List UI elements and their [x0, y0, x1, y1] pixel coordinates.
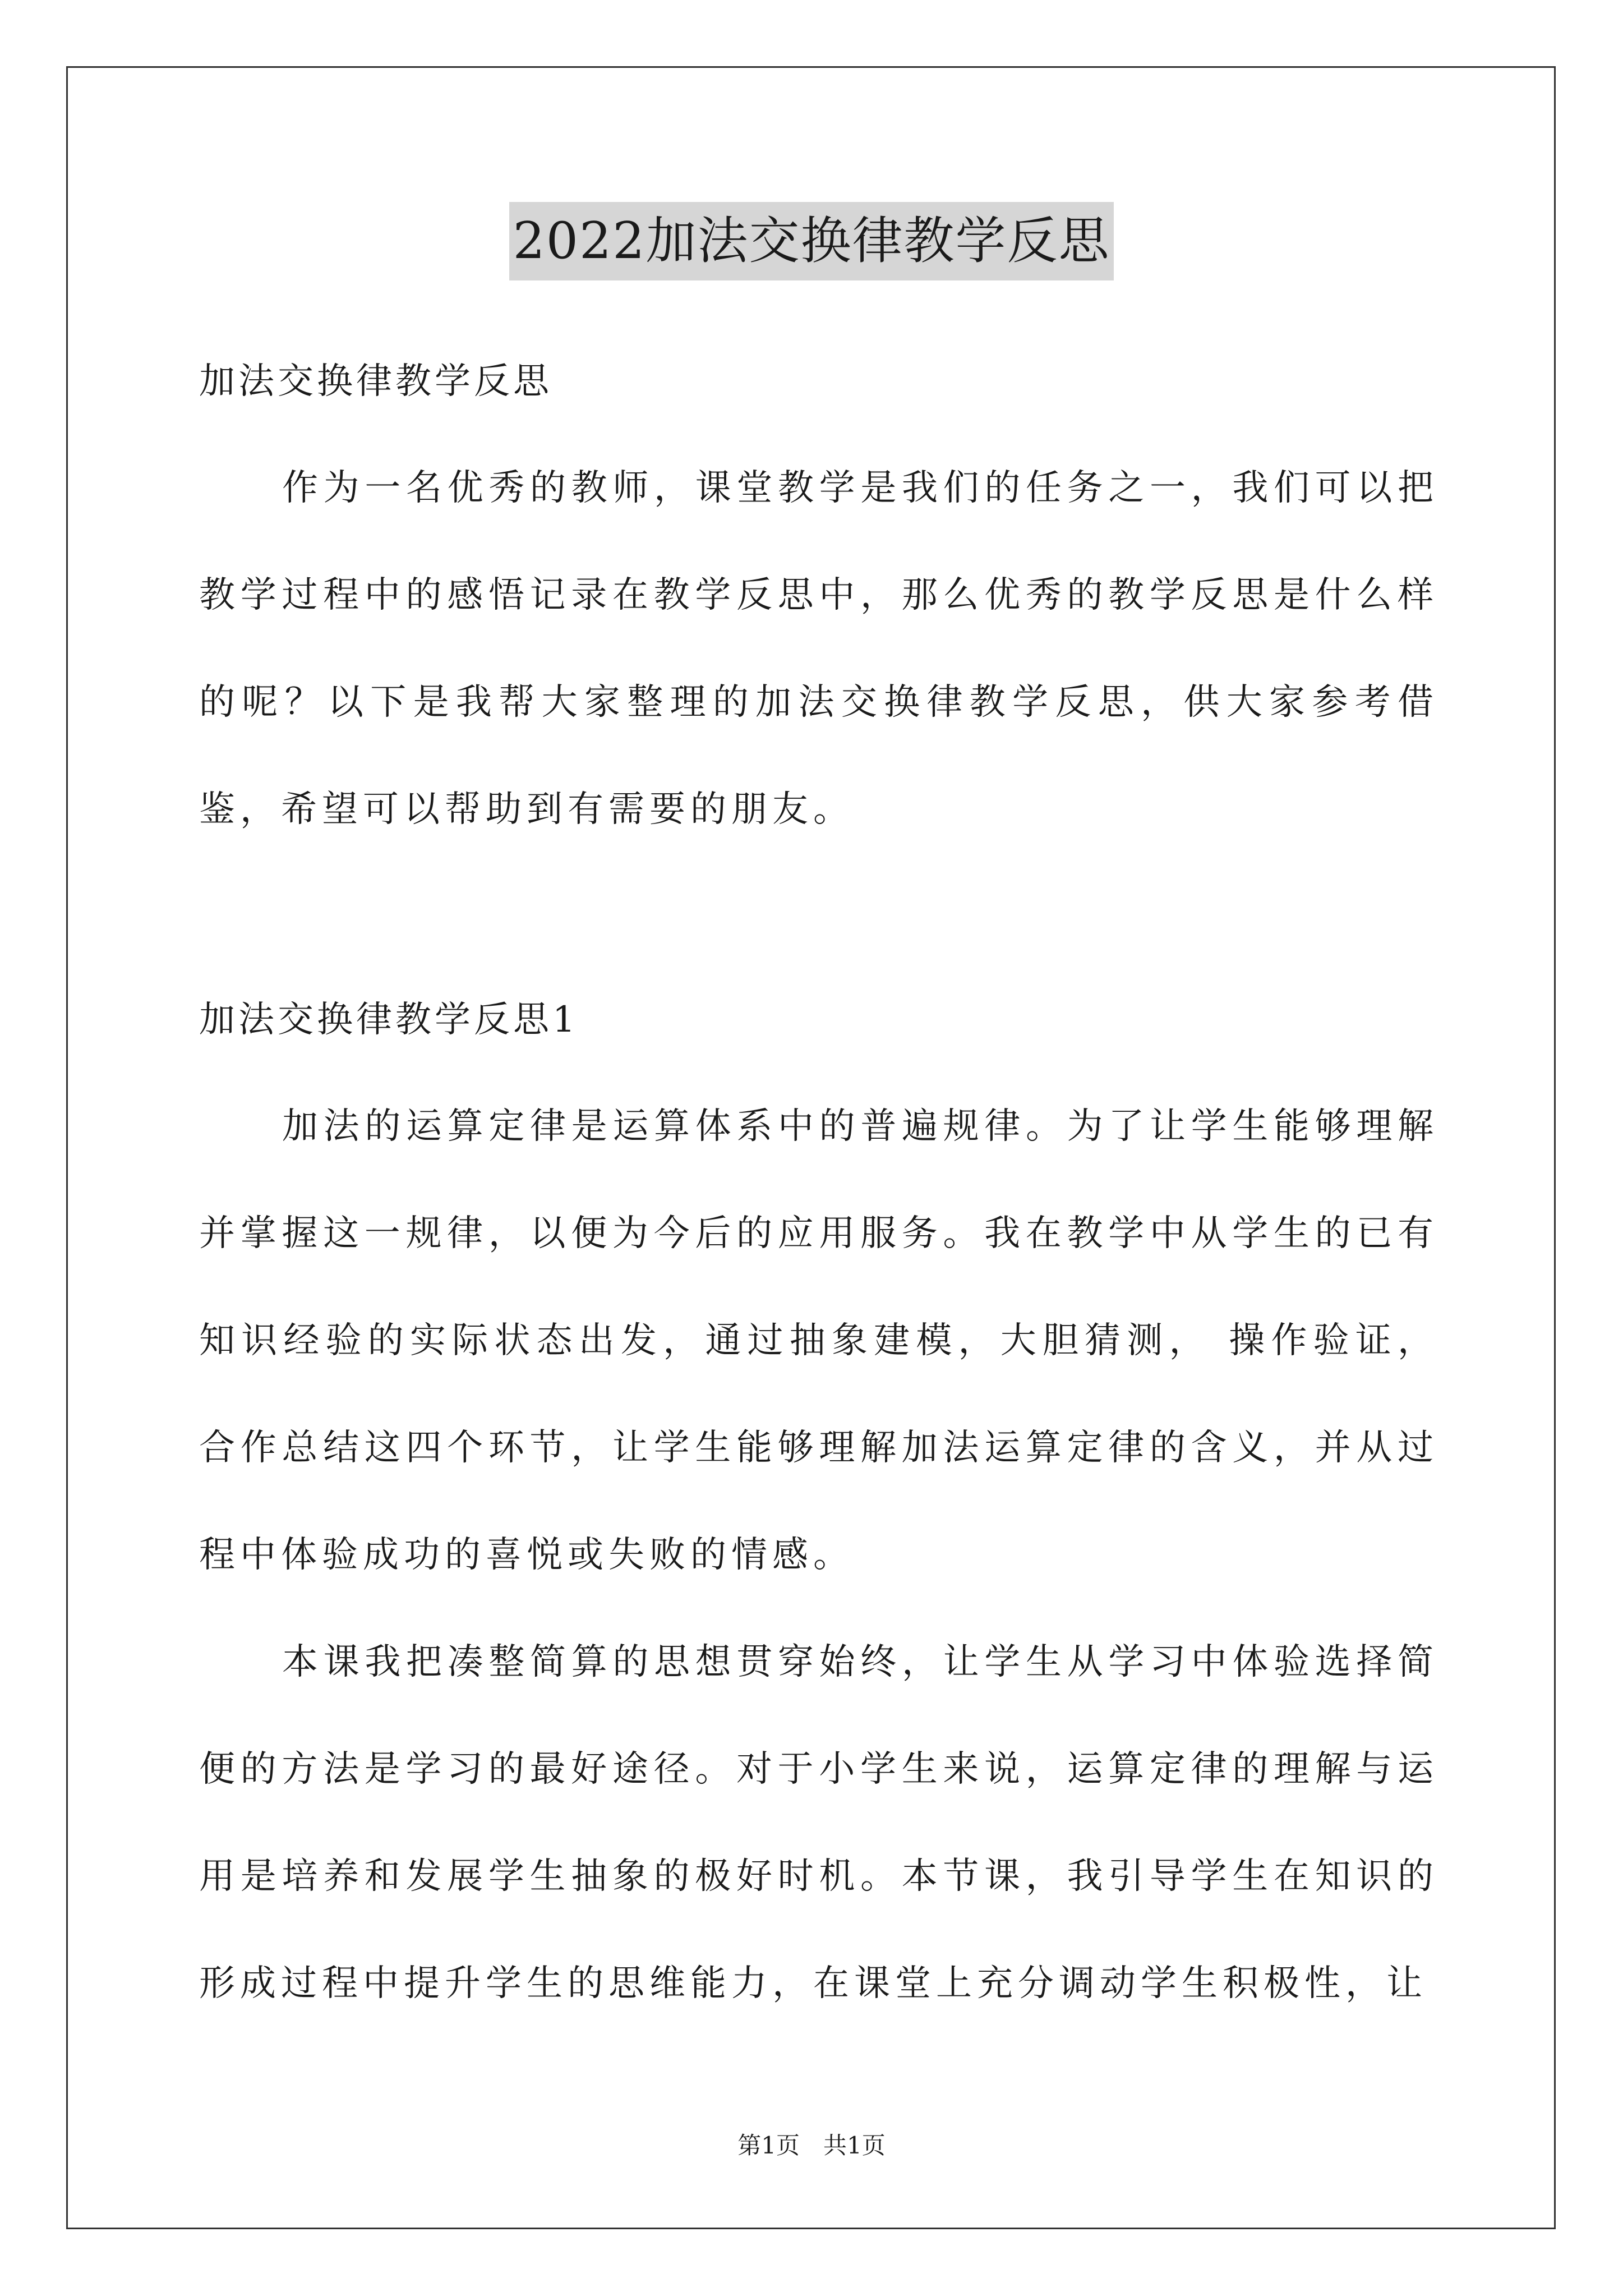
section-heading: 加法交换律教学反思1 [199, 999, 579, 1041]
document-subtitle: 加法交换律教学反思 [199, 361, 552, 402]
page-footer: 第1页 共1页 [737, 2132, 886, 2159]
section-body [199, 1073, 1438, 2037]
intro-section [199, 435, 1438, 863]
section-paragraph-1: 加法的运算定律是运算体系中的普遍规律。为了让学生能够理解并掌握这一规律，以便为今后的应用服务。我在教学中从学生的已有知识经验的实际状态出发，通过抽象建模，大胆猜测， 操作验证，合作总结这四个环节，让学生能够理解加法运算定律的含义，并从过程中体验成功的喜悦或失败的情感。 [199, 1106, 1438, 1576]
title-container [0, 202, 1623, 280]
section-paragraph-2: 本课我把凑整简算的思想贯穿始终，让学生从学习中体验选择简便的方法是学习的最好途径。对于小学生来说，运算定律的理解与运用是培养和发展学生抽象的极好时机。本节课，我引导学生在知识的形成过程中提升学生的思维能力，在课堂上充分调动学生积极性，让 [199, 1641, 1438, 2004]
document-title: 2022加法交换律教学反思 [509, 202, 1113, 280]
intro-paragraph: 作为一名优秀的教师，课堂教学是我们的任务之一，我们可以把教学过程中的感悟记录在教学反思中，那么优秀的教学反思是什么样的呢？以下是我帮大家整理的加法交换律教学反思，供大家参考借鉴，希望可以帮助到有需要的朋友。 [199, 467, 1438, 830]
